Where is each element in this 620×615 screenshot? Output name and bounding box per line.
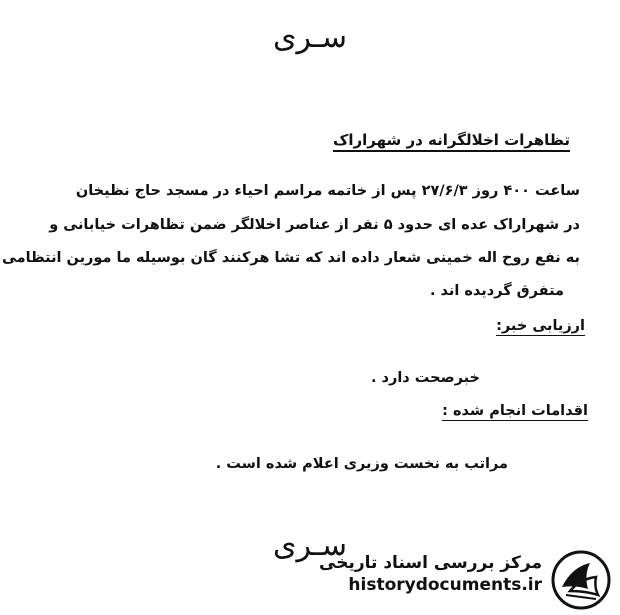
watermark-website: historydocuments.ir <box>348 575 542 595</box>
report-body-line: متفرق گردیده اند . <box>429 283 564 299</box>
archive-watermark <box>319 545 620 615</box>
classification-footer: سـری <box>273 528 347 563</box>
watermark-name: مرکز بررسی اسناد تاریخی <box>319 553 542 573</box>
actions-label: اقدامات انجام شده : <box>442 403 588 419</box>
evaluation-label: ارزیابی خبر: <box>496 318 585 334</box>
classification-header: سـری <box>273 20 347 55</box>
evaluation-text: خبرصحت دارد . <box>370 370 480 386</box>
archive-logo-icon <box>550 549 612 611</box>
report-title: تظاهرات اخلالگرانه در شهراراک <box>333 131 570 152</box>
watermark-text <box>319 553 542 595</box>
report-body-line: به نفع روح اله خمینی شعار داده اند که تشا هرکنند گان بوسیله ما مورین انتظامی <box>1 250 580 266</box>
final-text: مراتب به نخست وزیری اعلام شده است . <box>215 456 508 472</box>
report-body-line: در شهراراک عده ای حدود ۵ نفر از عناصر اخلالگر ضمن تظاهرات خیابانی و <box>49 217 580 233</box>
report-body-line: ساعت ۴۰۰ روز ۲۷/۶/۳ پس از خاتمه مراسم احیاء در مسجد حاج نظیخان <box>75 183 580 199</box>
